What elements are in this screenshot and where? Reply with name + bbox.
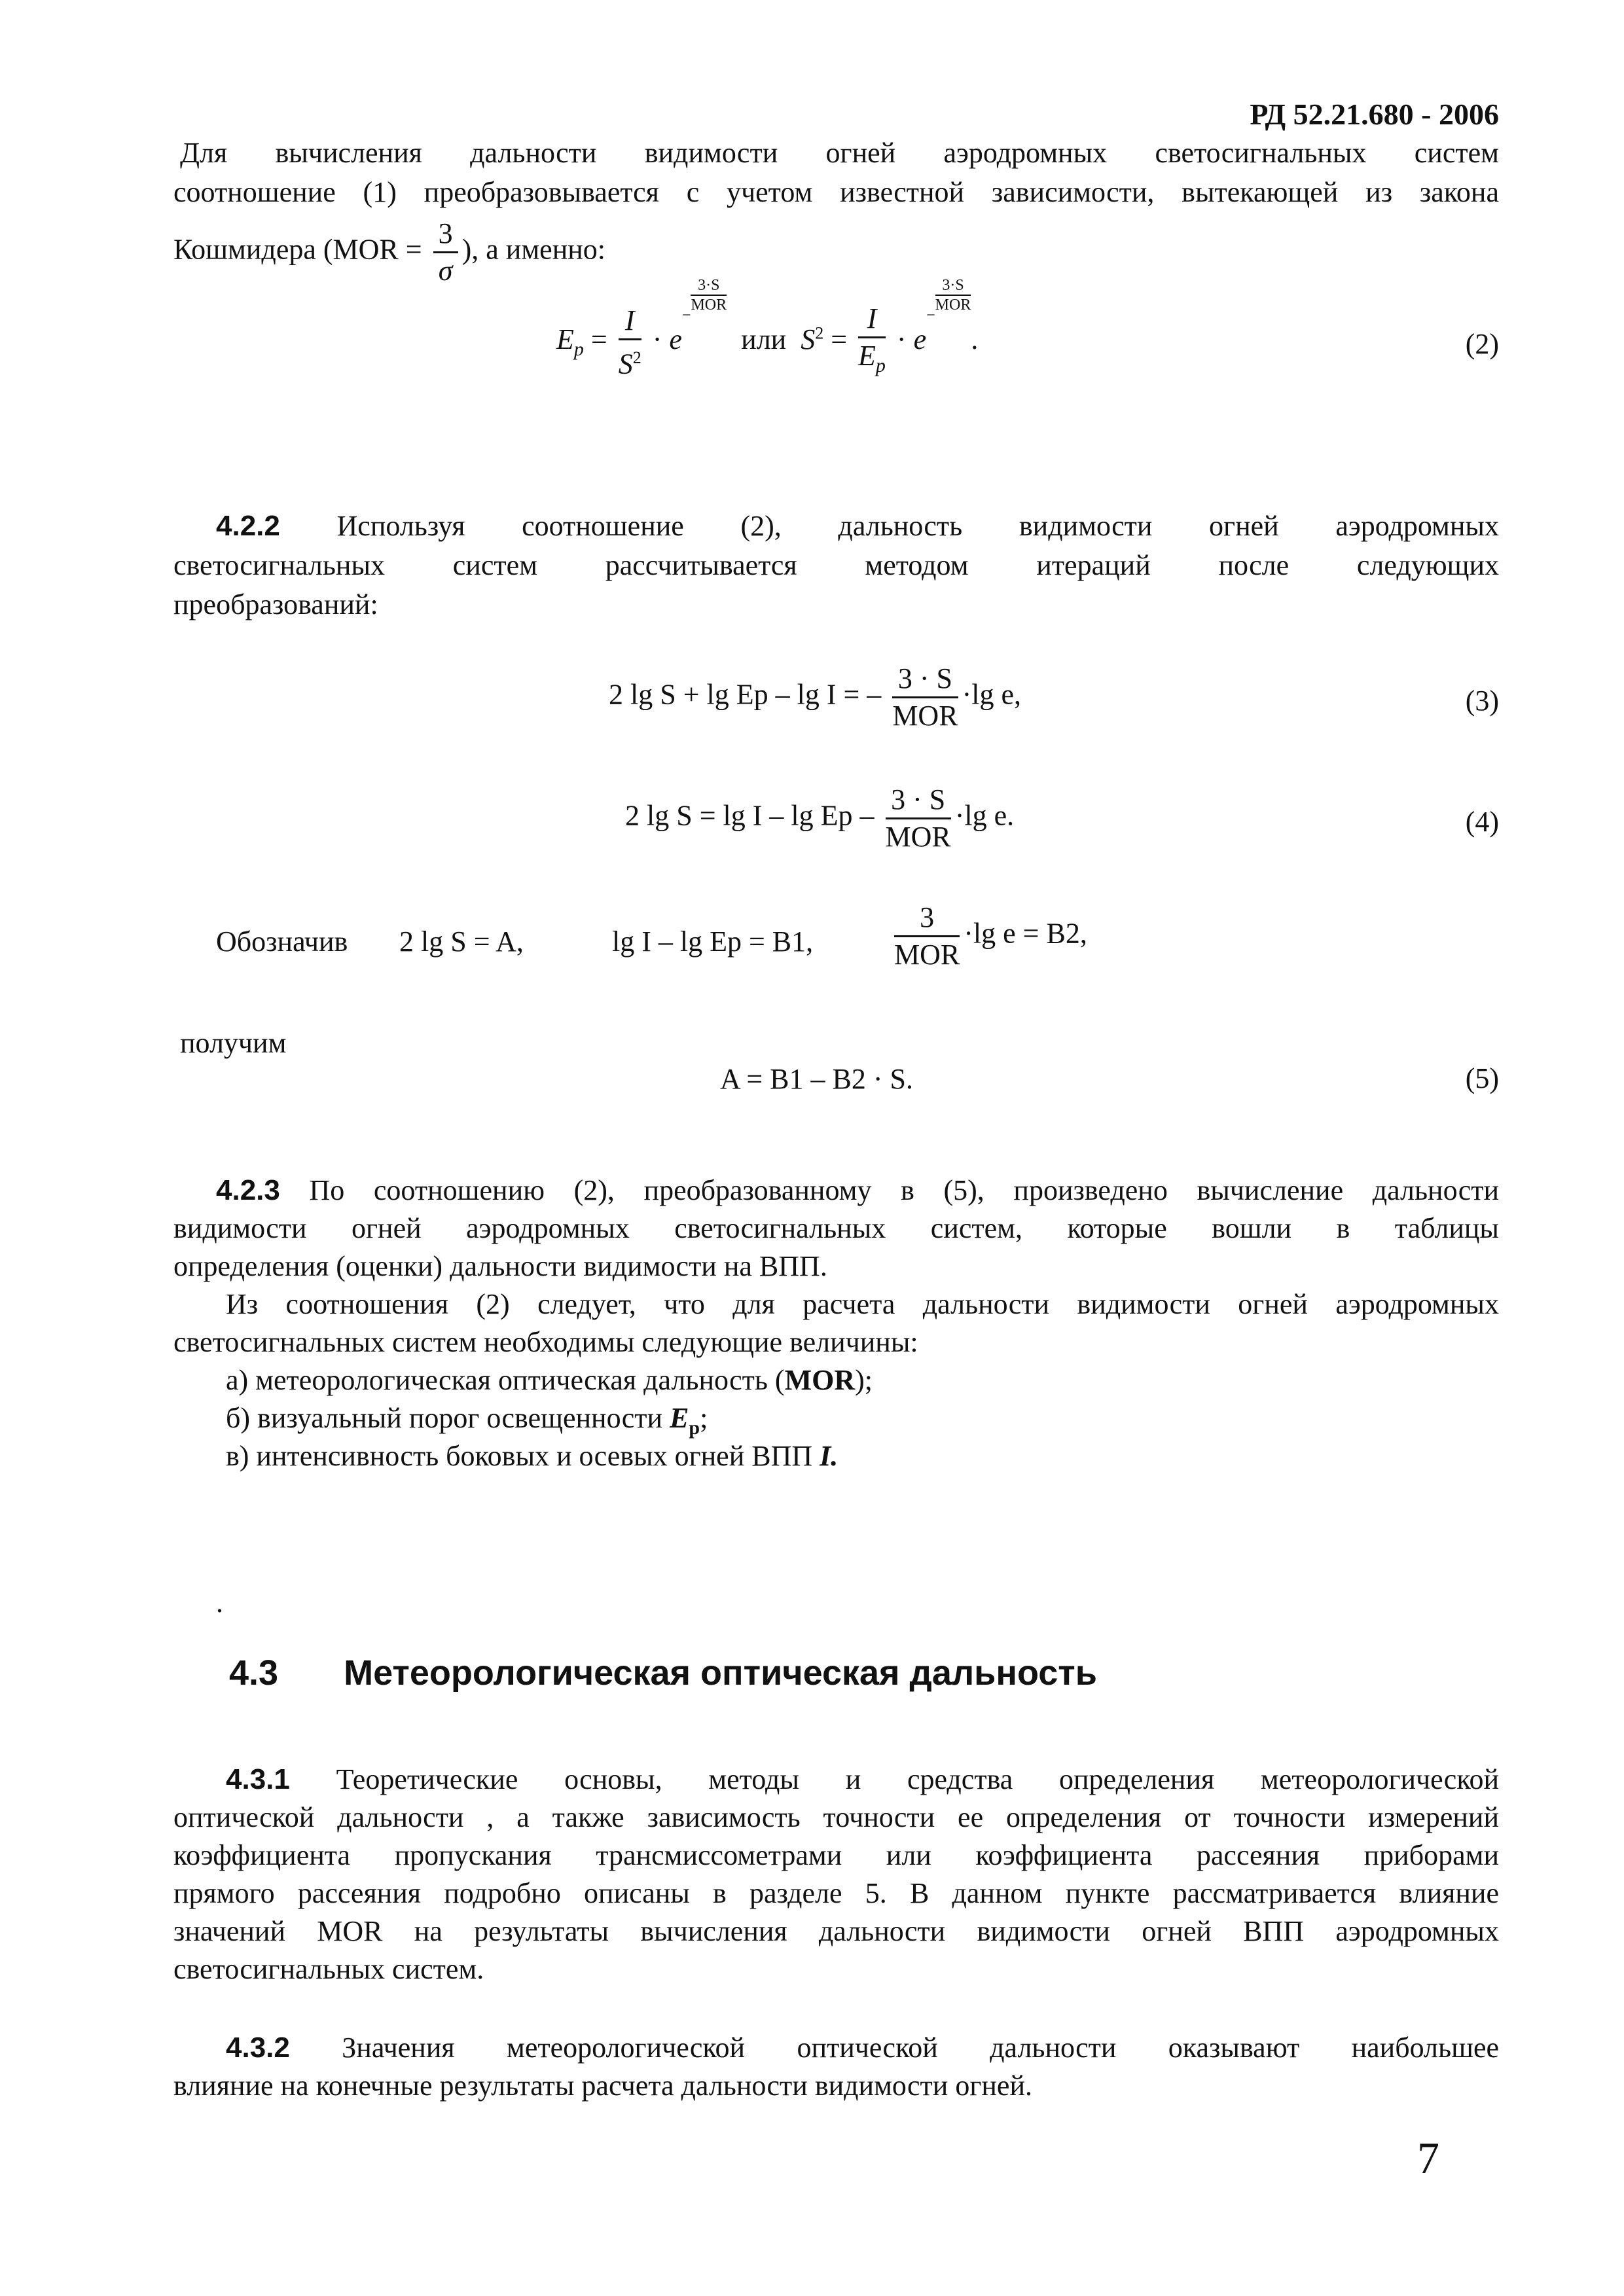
section-4-2-2-line-3: преобразований: [173, 588, 378, 620]
definition-a: 2 lg S = A, [399, 925, 524, 958]
intro-line-3: Кошмидера (MOR = $\frac{3}{\sigma}$ ), а именно: [173, 216, 605, 289]
section-heading-4-3 [229, 1653, 1097, 1693]
equation-4-number: (4) [1465, 806, 1499, 838]
section-number: 4.2.2 [216, 510, 280, 542]
definition-b2: $\frac{3}{\text{MOR}}$ ·lg e = B2, [894, 901, 1087, 971]
definition-b1: lg I – lg Eр = B1, [612, 925, 814, 958]
section-number: 4.3.1 [226, 1763, 290, 1795]
section-4-3-2-line-2: влияние на конечные результаты расчета дальности видимости огней. [173, 2070, 1032, 2102]
definitions-label: Обозначив [216, 925, 348, 958]
equation-5: A = B1 – B2 · S. [720, 1063, 913, 1095]
intro-line-1: Для вычисления дальности видимости огней аэродромных светосигнальных систем [180, 137, 1499, 169]
section-number: 4.3.2 [226, 2032, 290, 2064]
equation-3: 2 lg S + lg Eр – lg I = – $\frac{3 \cdot S}{\text{MOR}}$ ·lg e, [609, 662, 1021, 732]
section-4-2-2-line-2: светосигнальных систем рассчитывается методом итераций после следующих [173, 549, 1499, 581]
section-4-2-3-line-1: 4.2.3 По соотношению (2), преобразованному в (5), произведено вычисление дальности [216, 1174, 1500, 1206]
section-4-3-1-line-6: светосигнальных систем. [173, 1953, 484, 1985]
document-code: РД 52.21.680 - 2006 [1250, 98, 1499, 131]
obtain-label: получим [180, 1027, 287, 1059]
section-4-3-1-line-4: прямого рассеяния подробно описаны в разделе 5. В данном пункте рассматривается влияние [173, 1877, 1499, 1909]
equation-4: 2 lg S = lg I – lg Eр – $\frac{3 \cdot S}{\text{MOR}}$ ·lg e. [625, 783, 1015, 853]
equation-5-number: (5) [1465, 1062, 1499, 1094]
equation-2-number: (2) [1465, 328, 1499, 360]
list-item-c: в) интенсивность боковых и осевых огней ВПП I. [226, 1440, 839, 1472]
heading-title: Метеорологическая оптическая дальность [344, 1653, 1097, 1693]
intro-line-2: соотношение (1) преобразовывается с учетом известной зависимости, вытекающей из закона [173, 176, 1499, 208]
section-number: 4.2.3 [216, 1174, 280, 1206]
section-4-2-3-line-4: Из соотношения (2) следует, что для расчета дальности видимости огней аэродромных [226, 1288, 1499, 1320]
section-4-3-2-line-1: 4.3.2 Значения метеорологической оптической дальности оказывают наибольшее [226, 2032, 1500, 2064]
list-item-b: б) визуальный порог освещенности $E_р$; [226, 1402, 708, 1439]
section-4-3-1-line-1: 4.3.1 Теоретические основы, методы и средства определения метеорологической [226, 1763, 1500, 1795]
koschmieder-fraction: $\frac{3}{\sigma}$ [433, 216, 458, 289]
section-4-2-3-line-2: видимости огней аэродромных светосигнальных систем, которые вошли в таблицы [173, 1212, 1499, 1244]
page-number: 7 [1417, 2133, 1439, 2183]
stray-dot: . [216, 1587, 223, 1619]
section-4-3-1-line-2: оптической дальности , а также зависимость точности ее определения от точности измерений [173, 1801, 1499, 1833]
section-4-3-1-line-5: значений MOR на результаты вычисления дальности видимости огней ВПП аэродромных [173, 1915, 1499, 1947]
section-4-2-2-line-1: 4.2.2 Используя соотношение (2), дальность видимости огней аэродромных [216, 510, 1499, 542]
heading-number: 4.3 [229, 1653, 279, 1693]
section-4-3-1-line-3: коэффициента пропускания трансмиссометрами или коэффициента рассеяния приборами [173, 1839, 1499, 1871]
equation-2: $E_p$ = $\frac{I}{S^2}$ · e− $\frac{3\cdot S}{\text{MOR}}$ или $S^2$ = $\frac{I}{E_p}$ · e− $\frac{3\cdot S}{\text{MOR}}$ . [556, 277, 979, 380]
list-item-a: а) метеорологическая оптическая дальность (MOR); [226, 1364, 873, 1396]
section-4-2-3-line-5: светосигнальных систем необходимы следующие величины: [173, 1326, 918, 1358]
equation-3-number: (3) [1465, 685, 1499, 717]
section-4-2-3-line-3: определения (оценки) дальности видимости на ВПП. [173, 1250, 827, 1282]
